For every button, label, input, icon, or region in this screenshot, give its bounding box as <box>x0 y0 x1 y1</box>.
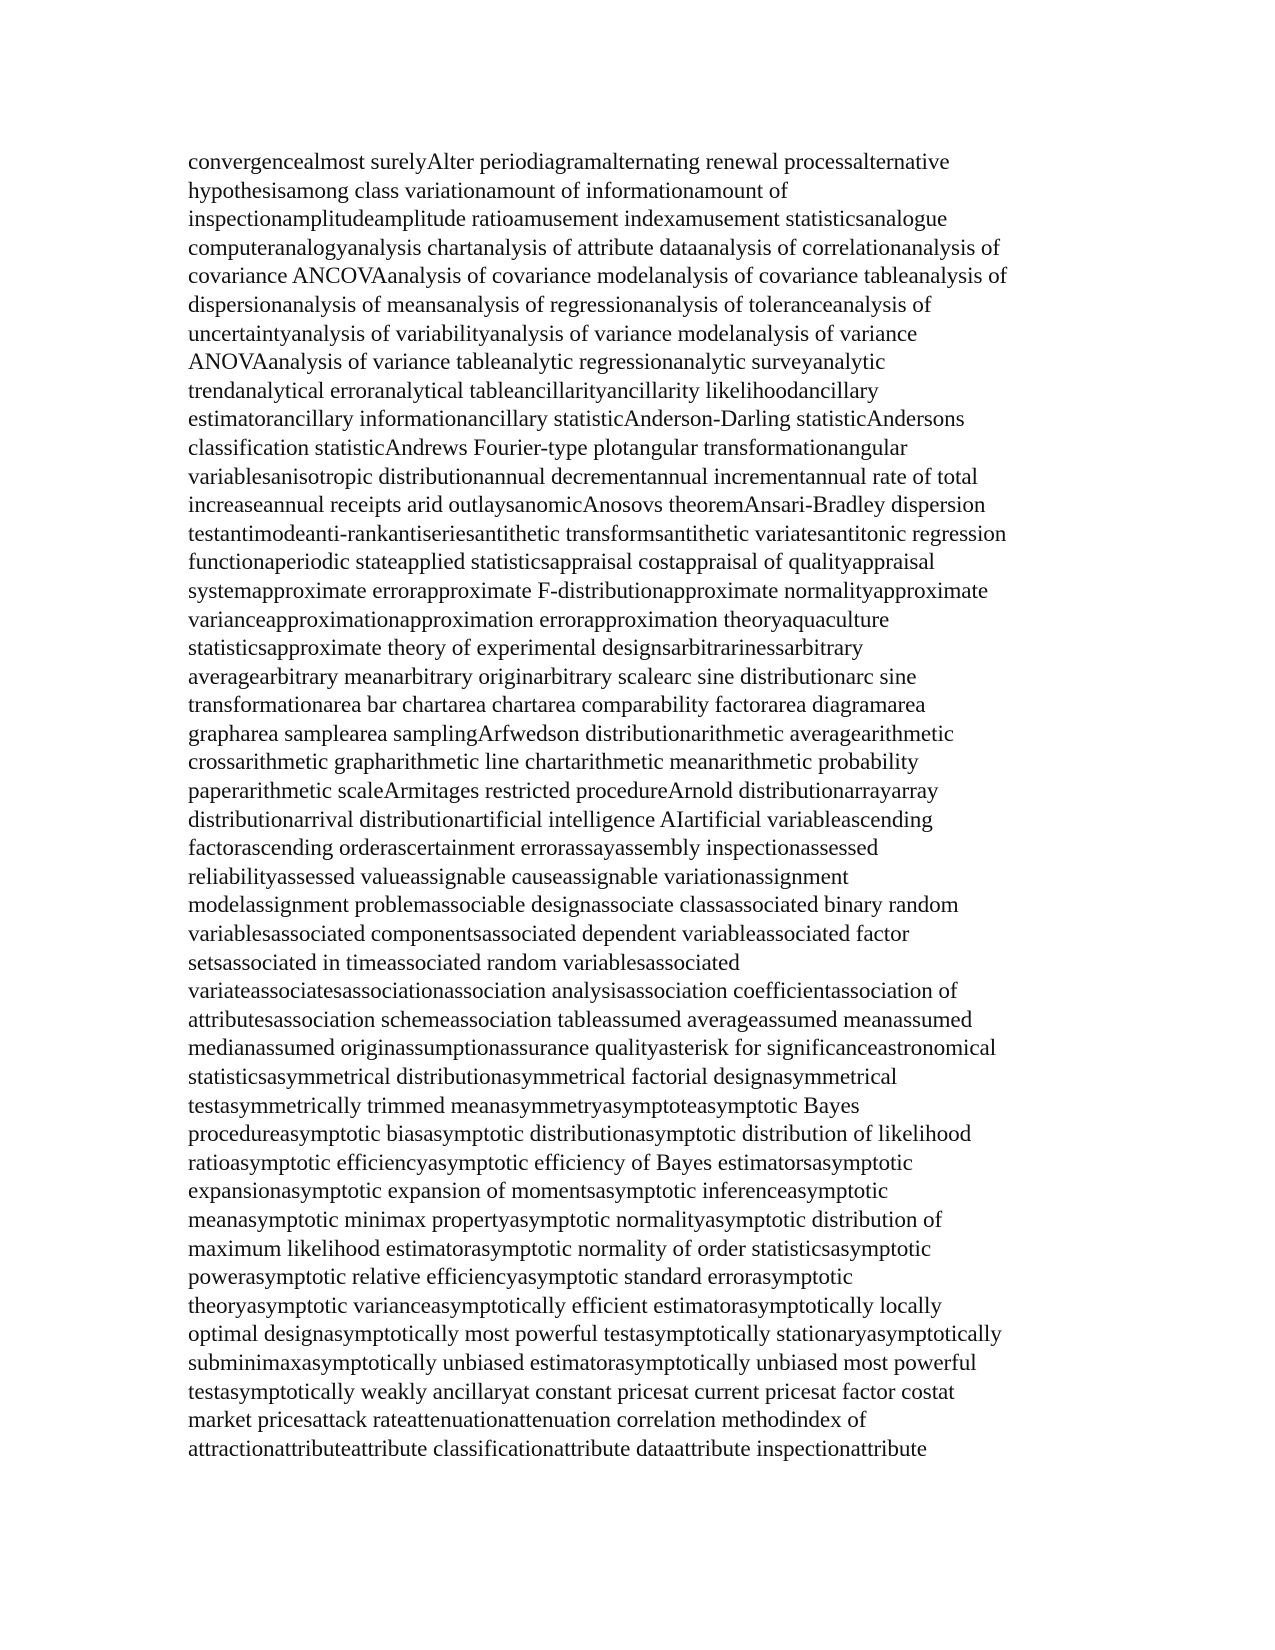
text-line: testasymptotically weakly ancillaryat constant pricesat current pricesat factor costat <box>188 1378 955 1405</box>
text-line: distributionarrival distributionartificial intelligence AIartificial variableascending <box>188 806 933 833</box>
text-line: variablesassociated componentsassociated dependent variableassociated factor <box>188 921 910 948</box>
text-line: testantimodeanti-rankantiseriesantithetic transformsantithetic variatesantitonic regression <box>188 520 1007 547</box>
text-line: ratioasymptotic efficiencyasymptotic efficiency of Bayes estimatorsasymptotic <box>188 1149 913 1176</box>
text-line: optimal designasymptotically most powerful testasymptotically stationaryasymptotically <box>188 1321 1002 1348</box>
text-line: averagearbitrary meanarbitrary originarbitrary scalearc sine distributionarc sine <box>188 663 917 690</box>
text-line: expansionasymptotic expansion of momentsasymptotic inferenceasymptotic <box>188 1178 889 1205</box>
text-line: maximum likelihood estimatorasymptotic normality of order statisticsasymptotic <box>188 1235 932 1262</box>
text-line: theoryasymptotic varianceasymptotically efficient estimatorasymptotically locally <box>188 1292 942 1319</box>
text-line: systemapproximate errorapproximate F-distributionapproximate normalityapproximate <box>188 577 989 604</box>
text-line: market pricesattack rateattenuationattenuation correlation methodindex of <box>188 1407 867 1434</box>
text-line: paperarithmetic scaleArmitages restricted procedureArnold distributionarrayarray <box>188 778 939 805</box>
text-line: reliabilityassessed valueassignable causeassignable variationassignment <box>188 863 849 890</box>
text-line: functionaperiodic stateapplied statisticsappraisal costappraisal of qualityappraisal <box>188 549 935 576</box>
text-line: variablesanisotropic distributionannual decrementannual incrementannual rate of total <box>188 463 978 490</box>
text-line: estimatorancillary informationancillary statisticAnderson-Darling statisticAndersons <box>188 406 965 433</box>
text-line: grapharea samplearea samplingArfwedson distributionarithmetic averagearithmetic <box>188 720 954 747</box>
text-line: variateassociatesassociationassociation analysisassociation coefficientassociation of <box>188 978 958 1005</box>
text-line: dispersionanalysis of meansanalysis of regressionanalysis of toleranceanalysis of <box>188 291 932 318</box>
text-line: uncertaintyanalysis of variabilityanalysis of variance modelanalysis of variance <box>188 320 918 347</box>
text-line: statisticsasymmetrical distributionasymmetrical factorial designasymmetrical <box>188 1064 898 1090</box>
text-line: trendanalytical erroranalytical tableancillarityancillarity likelihoodancillary <box>188 377 879 404</box>
text-line: modelassignment problemassociable designassociate classassociated binary random <box>188 892 959 919</box>
text-line: hypothesisamong class variationamount of informationamount of <box>188 177 788 204</box>
text-line: attractionattributeattribute classificationattribute dataattribute inspectionattribute <box>188 1435 927 1462</box>
text-line: subminimaxasymptotically unbiased estimatorasymptotically unbiased most powerful <box>188 1349 977 1376</box>
text-line: classification statisticAndrews Fourier-type plotangular transformationangular <box>188 434 908 461</box>
text-line: varianceapproximationapproximation errorapproximation theoryaquaculture <box>188 606 890 633</box>
text-line: transformationarea bar chartarea chartarea comparability factorarea diagramarea <box>188 692 926 719</box>
body-text <box>188 148 1088 1463</box>
text-line: computeranalogyanalysis chartanalysis of attribute dataanalysis of correlationanalysis of <box>188 234 1001 261</box>
text-line: ANOVAanalysis of variance tableanalytic regressionanalytic surveyanalytic <box>188 349 886 376</box>
text-line: medianassumed originassumptionassurance qualityasterisk for significanceastronomical <box>188 1035 997 1062</box>
text-line: crossarithmetic grapharithmetic line chartarithmetic meanarithmetic probability <box>188 749 919 776</box>
text-line: meanasymptotic minimax propertyasymptotic normalityasymptotic distribution of <box>188 1206 943 1233</box>
text-line: setsassociated in timeassociated random variablesassociated <box>188 949 740 976</box>
text-line: increaseannual receipts arid outlaysanomicAnosovs theoremAnsari-Bradley dispersion <box>188 492 986 519</box>
text-line: testasymmetrically trimmed meanasymmetryasymptoteasymptotic Bayes <box>188 1092 860 1119</box>
text-line: statisticsapproximate theory of experimental designsarbitrarinessarbitrary <box>188 635 864 662</box>
text-line: covariance ANCOVAanalysis of covariance modelanalysis of covariance tableanalysis of <box>188 263 1008 290</box>
text-line: convergencealmost surelyAlter periodiagramalternating renewal processalternative <box>188 149 950 175</box>
text-line: procedureasymptotic biasasymptotic distributionasymptotic distribution of likelihood <box>188 1121 972 1148</box>
text-line: inspectionamplitudeamplitude ratioamusement indexamusement statisticsanalogue <box>188 206 948 233</box>
text-line: factorascending orderascertainment errorassayassembly inspectionassessed <box>188 835 879 862</box>
text-line: powerasymptotic relative efficiencyasymptotic standard errorasymptotic <box>188 1264 853 1291</box>
text-line: attributesassociation schemeassociation tableassumed averageassumed meanassumed <box>188 1006 973 1033</box>
